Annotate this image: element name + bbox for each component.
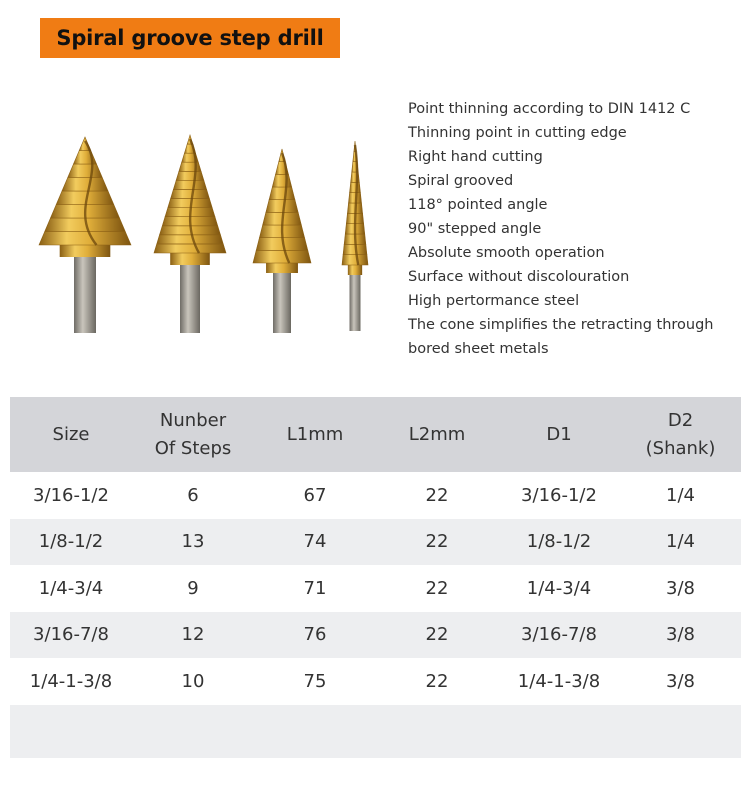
table-cell: 10	[181, 670, 205, 692]
column-header-label: D1	[546, 423, 572, 445]
feature-item: Point thinning according to DIN 1412 C	[408, 101, 691, 117]
feature-item: High pertormance steel	[408, 293, 580, 309]
table-cell: 22	[425, 624, 449, 646]
feature-item: Surface without discolouration	[408, 269, 630, 285]
drill-step	[171, 189, 210, 198]
table-row	[10, 658, 741, 705]
drill-step	[179, 162, 201, 171]
table-cell: 75	[303, 670, 327, 692]
table-cell: 67	[303, 484, 327, 506]
column-header	[132, 397, 254, 472]
table-cell: 1/4	[666, 531, 695, 553]
drill-step	[173, 180, 206, 189]
drill-shank	[74, 257, 96, 333]
drill-step	[154, 244, 226, 253]
table-empty-row	[10, 705, 741, 758]
table-row	[10, 519, 741, 566]
drill-step	[272, 174, 291, 187]
drill-step	[176, 171, 204, 180]
table-cell: 13	[181, 531, 205, 553]
table-cell	[376, 705, 498, 758]
table-cell: 12	[181, 624, 205, 646]
feature-item: Thinning point in cutting edge	[408, 125, 627, 141]
table-row	[10, 472, 741, 519]
column-header-label: Size	[52, 423, 90, 445]
drill-bit	[154, 135, 226, 333]
table-cell: 71	[303, 577, 327, 599]
drill-collar	[348, 265, 362, 275]
column-header-label: (Shank)	[645, 437, 716, 459]
table-cell: 22	[425, 670, 449, 692]
table-cell: 22	[425, 577, 449, 599]
drill-step	[253, 250, 311, 263]
column-header-label: D2	[667, 409, 694, 431]
column-header	[376, 397, 498, 472]
drill-step	[157, 235, 223, 244]
table-cell: 3/8	[666, 577, 695, 599]
page-title: Spiral groove step drill	[56, 26, 324, 50]
table-cell: 6	[187, 484, 199, 506]
table-header-row	[10, 397, 741, 472]
drill-bits-image	[30, 125, 390, 340]
drill-collar	[60, 245, 111, 257]
table-cell	[620, 705, 741, 758]
table-cell: 3/8	[666, 670, 695, 692]
table-row	[10, 612, 741, 659]
feature-item: bored sheet metals	[408, 341, 549, 357]
drill-shank	[180, 265, 200, 333]
feature-item: The cone simplifies the retracting through	[408, 317, 714, 333]
drill-bit	[39, 137, 131, 333]
column-header-label: Of Steps	[154, 437, 232, 459]
drill-step	[39, 232, 131, 246]
table-cell: 1/4-3/4	[38, 577, 104, 599]
table-cell: 1/4-1-3/8	[517, 670, 601, 692]
table-cell: 1/4-1-3/8	[29, 670, 113, 692]
drill-collar	[170, 253, 210, 265]
table-cell: 3/16-7/8	[521, 624, 597, 646]
drill-shank	[350, 275, 361, 331]
table-cell: 22	[425, 484, 449, 506]
table-cell	[498, 705, 620, 758]
column-header-label: L1mm	[286, 423, 344, 445]
column-header	[620, 397, 741, 472]
table-row	[10, 565, 741, 612]
feature-item: Spiral grooved	[408, 173, 514, 189]
table-cell: 3/16-7/8	[33, 624, 109, 646]
spec-table	[10, 397, 741, 758]
drill-collar	[266, 263, 298, 273]
drill-shank	[273, 273, 291, 333]
table-cell: 1/4	[666, 484, 695, 506]
table-cell: 3/16-1/2	[521, 484, 597, 506]
table-cell: 74	[303, 531, 327, 553]
column-header	[254, 397, 376, 472]
table-cell: 1/8-1/2	[526, 531, 592, 553]
drill-bit	[253, 149, 311, 333]
table-cell: 22	[425, 531, 449, 553]
column-header-label: Nunber	[159, 409, 227, 431]
table-cell: 1/4-3/4	[526, 577, 592, 599]
drill-step	[266, 200, 298, 213]
table-cell	[10, 705, 132, 758]
drill-step	[269, 187, 295, 200]
drill-step	[62, 178, 108, 192]
table-cell	[254, 705, 376, 758]
drill-step	[68, 164, 103, 178]
drill-step	[350, 182, 361, 192]
table-cell: 9	[187, 577, 199, 599]
table-cell: 3/8	[666, 624, 695, 646]
feature-item: 118° pointed angle	[408, 197, 548, 213]
column-header	[10, 397, 132, 472]
feature-item: 90" stepped angle	[408, 221, 542, 237]
feature-list	[408, 97, 714, 361]
drill-step	[342, 255, 368, 265]
feature-item: Right hand cutting	[408, 149, 543, 165]
table-cell	[132, 705, 254, 758]
table-cell: 76	[303, 624, 327, 646]
column-header	[498, 397, 620, 472]
column-header-label: L2mm	[408, 423, 466, 445]
title-banner	[40, 18, 340, 58]
table-cell: 3/16-1/2	[33, 484, 109, 506]
feature-item: Absolute smooth operation	[408, 245, 605, 261]
drill-bit	[342, 141, 368, 331]
table-cell: 1/8-1/2	[38, 531, 104, 553]
